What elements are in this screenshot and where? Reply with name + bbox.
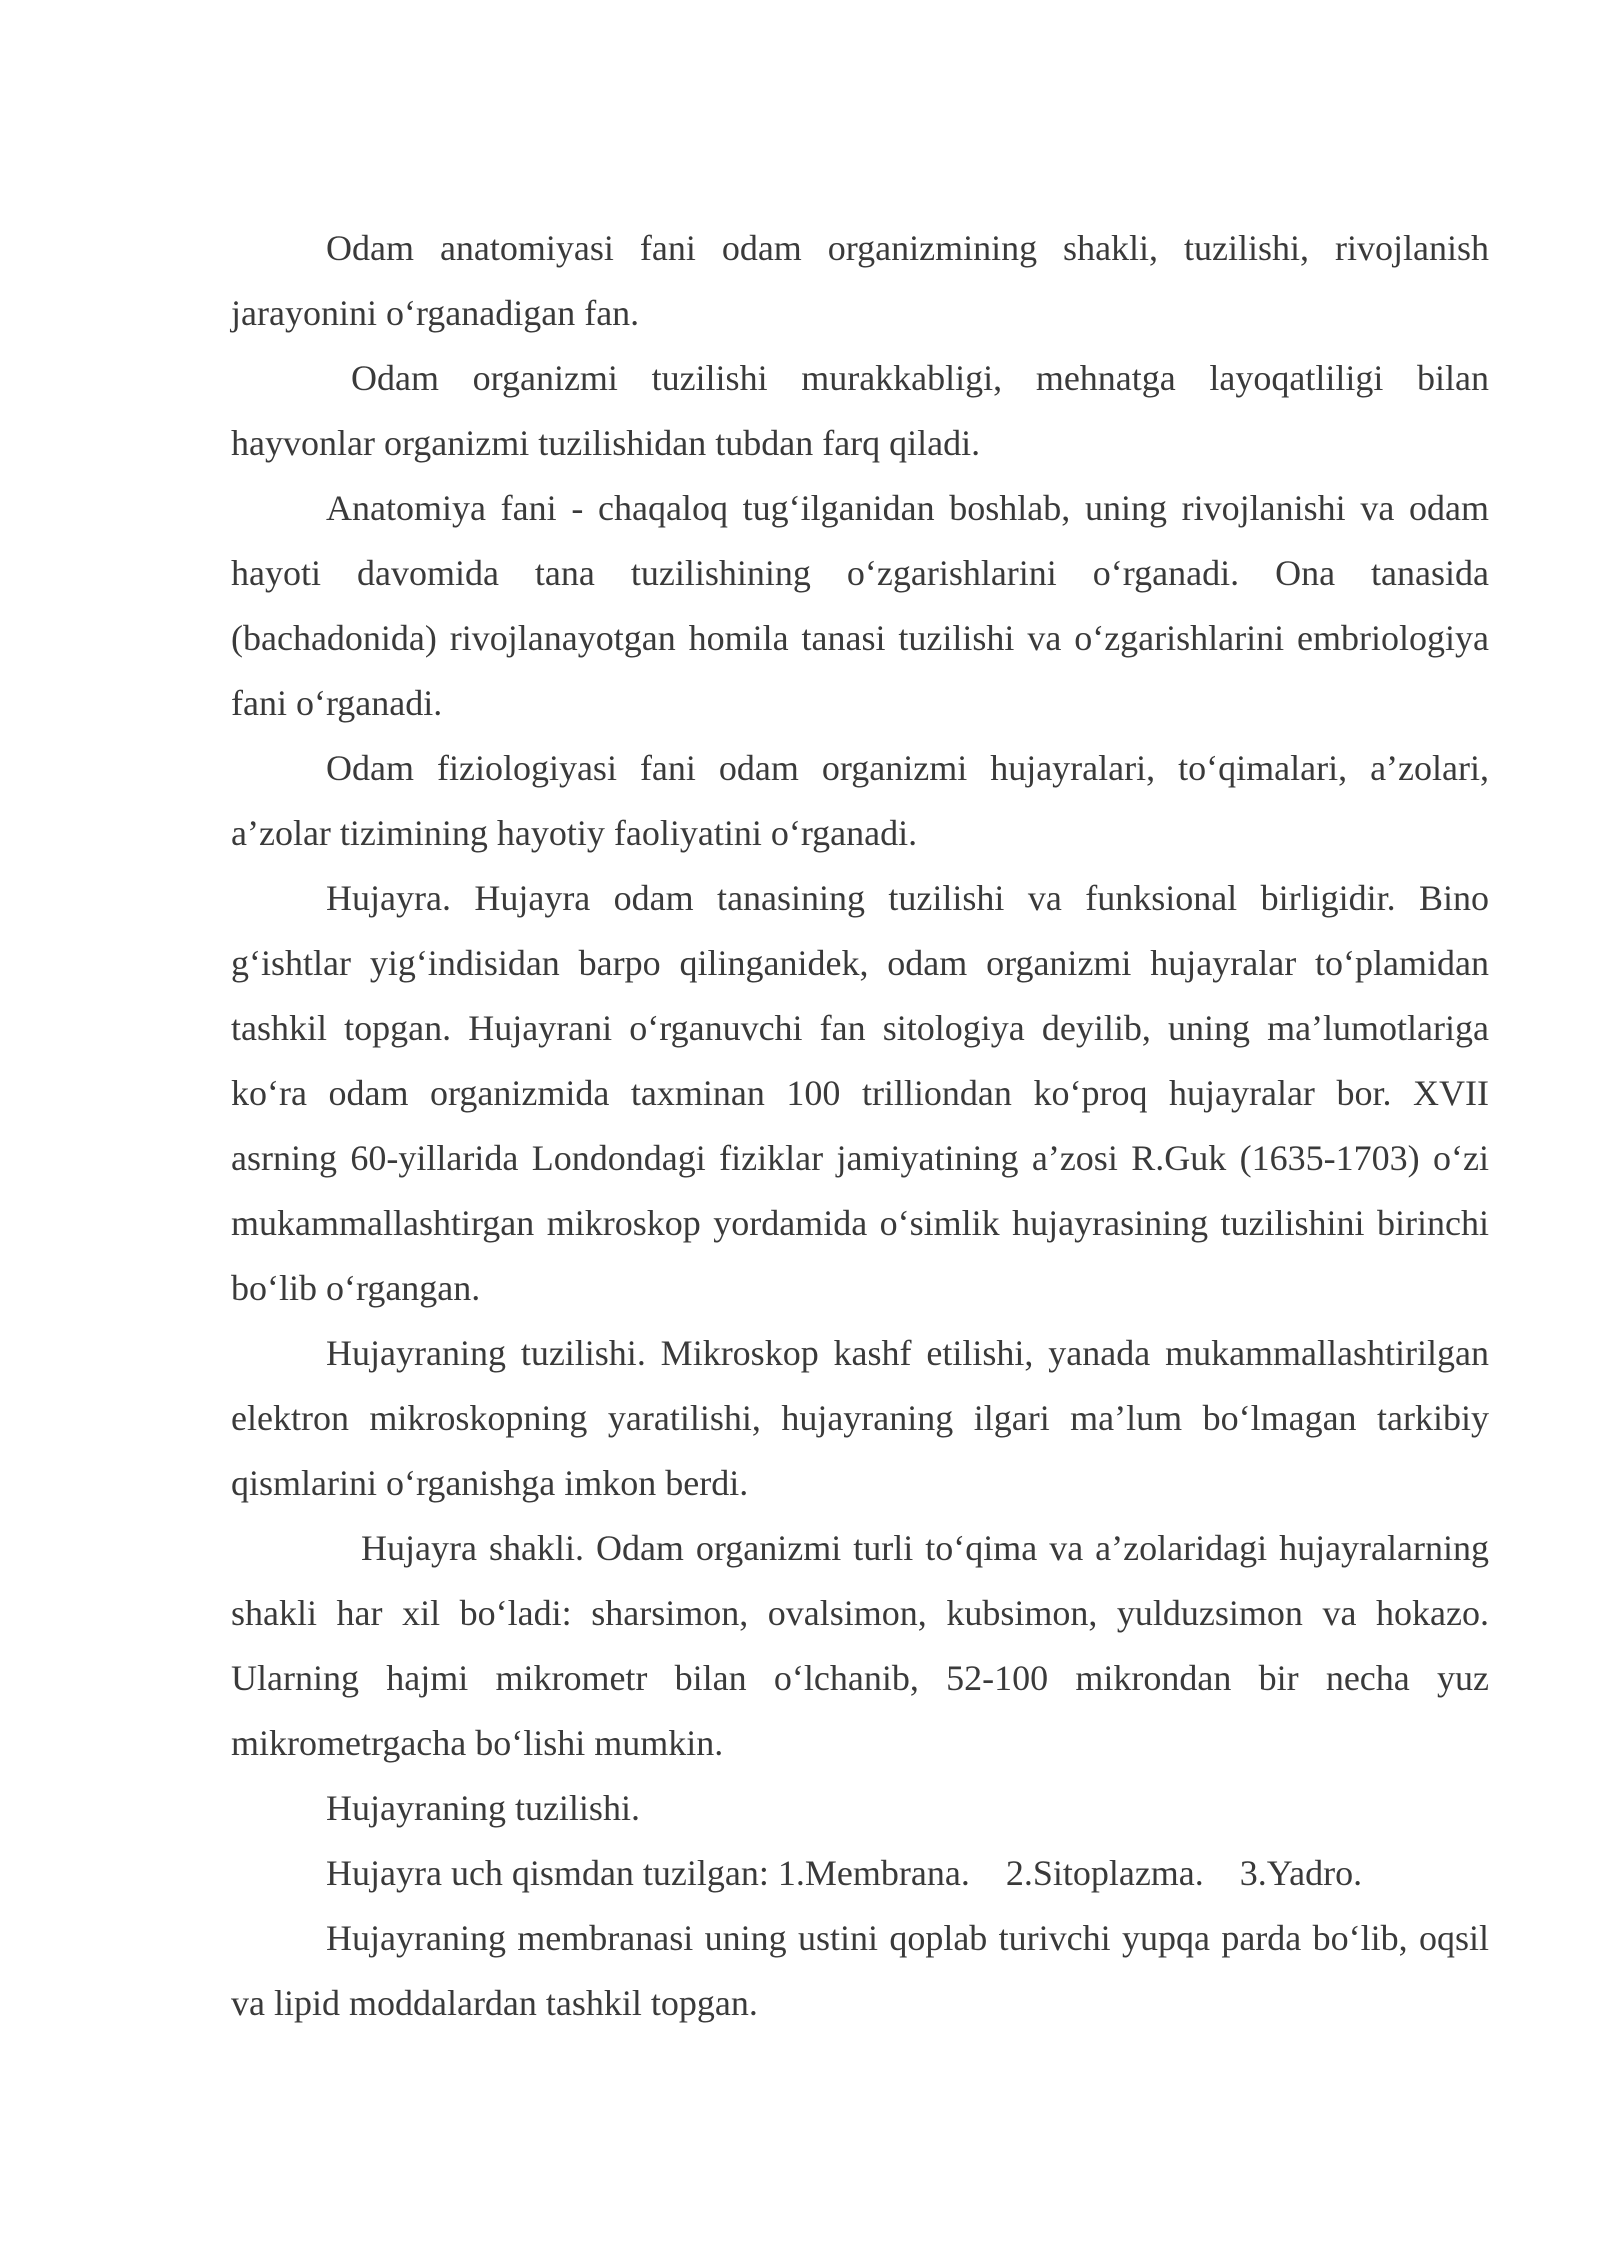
paragraph-cell-parts: Hujayra uch qismdan tuzilgan: 1.Membrana. 2.Sitoplazma. 3.Yadro. bbox=[326, 1853, 1363, 1893]
paragraph-organism-structure: Odam organizmi tuzilishi murakkabligi, mehnatga layoqatliligi bilan hayvonlar organizmi tuzilishidan tubdan farq qiladi. bbox=[231, 358, 1489, 463]
document-body bbox=[231, 216, 1489, 2036]
paragraph-physiology-definition: Odam fiziologiyasi fani odam organizmi hujayralari, to‘qimalari, a’zolari, a’zolar tizimining hayotiy faoliyatini o‘rganadi. bbox=[231, 748, 1489, 853]
paragraph-cell-structure-heading: Hujayraning tuzilishi. bbox=[326, 1788, 640, 1828]
paragraph-cell-structure-microscope: Hujayraning tuzilishi. Mikroskop kashf etilishi, yanada mukammallashtirilgan elektron mikroskopning yaratilishi, hujayraning ilgari ma’lum bo‘lmagan tarkibiy qismlarini o‘rganishga imkon berdi. bbox=[231, 1333, 1489, 1503]
paragraph-cell-membrane: Hujayraning membranasi uning ustini qoplab turivchi yupqa parda bo‘lib, oqsil va lipid moddalardan tashkil topgan. bbox=[231, 1918, 1489, 2023]
paragraph-anatomy-definition: Odam anatomiyasi fani odam organizmining shakli, tuzilishi, rivojlanish jarayonini o‘rganadigan fan. bbox=[231, 228, 1489, 333]
paragraph-cell: Hujayra. Hujayra odam tanasining tuzilishi va funksional birligidir. Bino g‘ishtlar yig‘indisidan barpo qilinganidek, odam organizmi hujayralar to‘plamidan tashkil topgan. Hujayrani o‘rganuvchi fan sitologiya deyilib, uning ma’lumotlariga ko‘ra odam organizmida taxminan 100 trilliondan ko‘proq hujayralar bor. XVII asrning 60-yillarida Londondagi fiziklar jamiyatining a’zosi R.Guk (1635-1703) o‘zi mukammallashtirgan mikroskop yordamida o‘simlik hujayrasining tuzilishini birinchi bo‘lib o‘rgangan. bbox=[231, 878, 1489, 1308]
paragraph-anatomy-development: Anatomiya fani - chaqaloq tug‘ilganidan boshlab, uning rivojlanishi va odam hayoti davomida tana tuzilishining o‘zgarishlarini o‘rganadi. Ona tanasida (bachadonida) rivojlanayotgan homila tanasi tuzilishi va o‘zgarishlarini embriologiya fani o‘rganadi. bbox=[231, 488, 1489, 723]
paragraph-cell-shape: Hujayra shakli. Odam organizmi turli to‘qima va a’zolaridagi hujayralarning shakli har xil bo‘ladi: sharsimon, ovalsimon, kubsimon, yulduzsimon va hokazo. Ularning hajmi mikrometr bilan o‘lchanib, 52-100 mikrondan bir necha yuz mikrometrgacha bo‘lishi mumkin. bbox=[231, 1528, 1489, 1763]
